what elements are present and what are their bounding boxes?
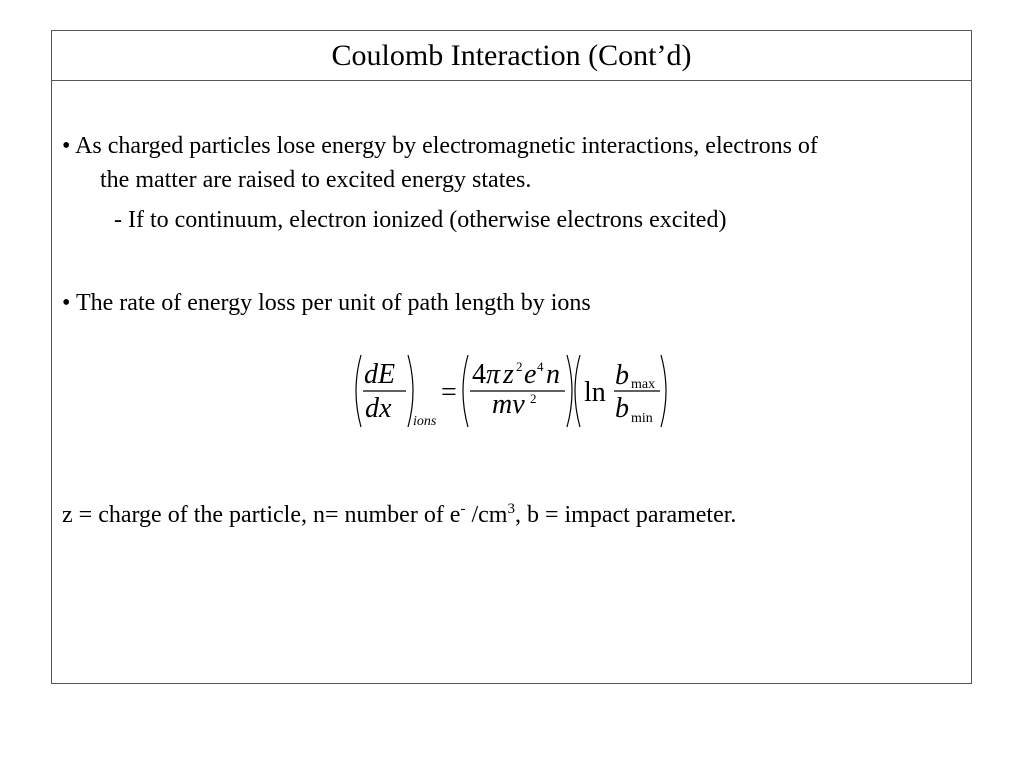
eq-den-mv: mv [492, 389, 525, 420]
eq-e: e [524, 359, 537, 390]
eq-b-min: b [615, 393, 629, 424]
bullet-1-line-2: the matter are raised to excited energy states. [100, 167, 532, 193]
variable-definitions [62, 494, 736, 530]
definitions-part-2: /cm [465, 502, 508, 528]
eq-pi: π [486, 359, 501, 390]
bullet-1-text-line-1: As charged particles lose energy by electromagnetic interactions, electrons of [75, 133, 818, 159]
paren-right-2 [567, 355, 572, 427]
eq-b-max: b [615, 360, 629, 391]
eq-ln: ln [584, 377, 606, 408]
eq-b-max-subscript: max [631, 377, 656, 392]
slide-title: Coulomb Interaction (Cont’d) [52, 31, 971, 81]
definitions-part-3: , b = impact parameter. [514, 502, 737, 528]
eq-z: z [503, 359, 514, 390]
eq-lhs-numerator: dE [364, 359, 396, 390]
paren-left-2 [463, 355, 468, 427]
slide-frame [51, 30, 972, 684]
eq-b-min-subscript: min [631, 411, 653, 426]
bullet-1-line-1 [62, 131, 818, 161]
eq-equals: = [441, 377, 457, 408]
bullet-marker: • [62, 290, 71, 316]
energy-loss-equation [352, 351, 672, 431]
paren-left-1 [356, 355, 361, 427]
definitions-superscript-minus: - [460, 501, 466, 517]
sub-bullet-continuum: - If to continuum, electron ionized (otherwise electrons excited) [114, 207, 727, 233]
bullet-2 [62, 288, 591, 318]
bullet-2-text: The rate of energy loss per unit of path length by ions [75, 290, 591, 316]
definitions-part-1: z = charge of the particle, n= number of e [62, 502, 461, 528]
definitions-superscript-3: 3 [507, 501, 515, 517]
bullet-marker: • [62, 133, 71, 159]
slide-body [52, 81, 971, 683]
eq-n: n [546, 359, 560, 390]
eq-four: 4 [472, 359, 486, 390]
eq-lhs-denominator: dx [365, 393, 392, 424]
eq-e-exponent: 4 [537, 359, 544, 374]
eq-z-exponent: 2 [516, 359, 523, 374]
eq-den-exponent: 2 [530, 391, 537, 406]
eq-lhs-subscript: ions [413, 414, 437, 429]
paren-left-3 [575, 355, 580, 427]
paren-right-3 [661, 355, 666, 427]
